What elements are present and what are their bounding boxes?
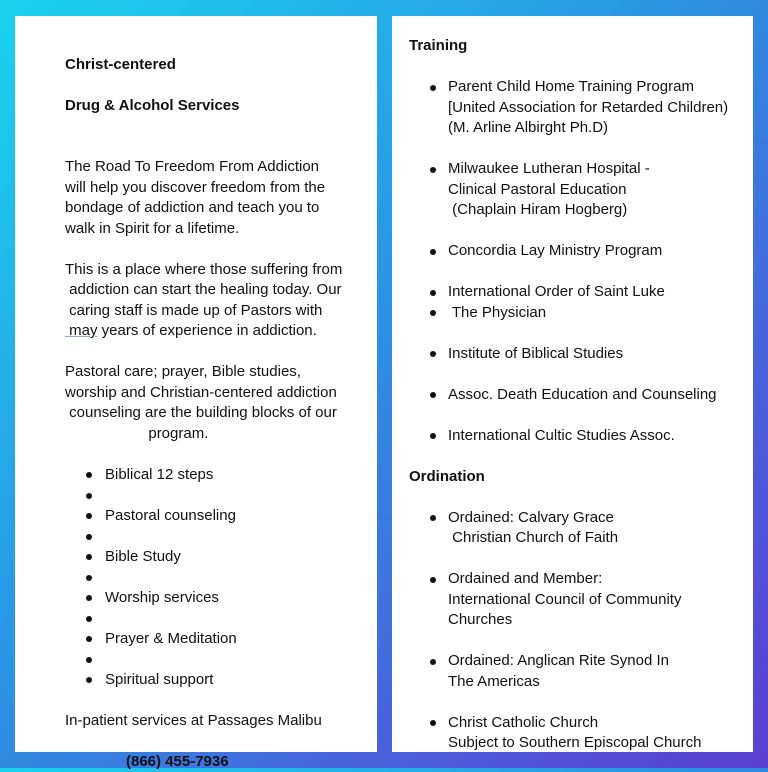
training-item-text: Parent Child Home Training Program [United Association for Retarded Children) (M. Arline Albirght Ph.D) bbox=[448, 78, 728, 136]
service-item bbox=[65, 670, 377, 691]
ordination-item bbox=[409, 508, 753, 549]
training-item-text: Milwaukee Lutheran Hospital - Clinical Pastoral Education (Chaplain Hiram Hogberg) bbox=[448, 160, 650, 218]
ordination-item bbox=[409, 651, 753, 692]
service-item-text: Prayer & Meditation bbox=[105, 630, 237, 647]
training-item-text: Assoc. Death Education and Counseling bbox=[448, 386, 717, 403]
bullet-dot-icon bbox=[86, 472, 92, 478]
training-group bbox=[409, 77, 753, 139]
services-panel bbox=[15, 16, 377, 752]
bullet-dot-icon bbox=[86, 677, 92, 683]
services-list bbox=[65, 465, 377, 691]
service-item bbox=[65, 485, 377, 506]
bullet-dot-icon bbox=[86, 534, 92, 540]
ordination-group bbox=[409, 569, 753, 631]
training-item bbox=[409, 282, 753, 303]
ordination-item-text: Ordained: Calvary Grace Christian Church of Faith bbox=[448, 509, 618, 547]
ordination-group bbox=[409, 508, 753, 549]
ordination-group bbox=[409, 651, 753, 692]
training-item bbox=[409, 241, 753, 262]
healing-line-4 bbox=[65, 321, 377, 342]
bullet-dot-icon bbox=[430, 310, 436, 316]
ordination-item bbox=[409, 569, 753, 631]
training-group bbox=[409, 282, 753, 323]
bullet-dot-icon bbox=[430, 351, 436, 357]
training-group bbox=[409, 385, 753, 406]
ordination-list bbox=[409, 508, 753, 754]
training-item bbox=[409, 385, 753, 406]
ordination-item-text: Christ Catholic Church Subject to Southern Episcopal Church bbox=[448, 714, 701, 752]
service-item bbox=[65, 547, 377, 568]
service-item bbox=[65, 649, 377, 670]
service-item bbox=[65, 526, 377, 547]
ordination-item-text: Ordained and Member: International Council of Community Churches bbox=[448, 570, 681, 628]
bullet-dot-icon bbox=[86, 657, 92, 663]
bullet-dot-icon bbox=[86, 513, 92, 519]
service-item-text: Bible Study bbox=[105, 548, 181, 565]
phone-number: (866) 455-7936 bbox=[65, 752, 377, 772]
training-list bbox=[409, 77, 753, 446]
service-item bbox=[65, 588, 377, 609]
training-group bbox=[409, 241, 753, 262]
training-item bbox=[409, 344, 753, 365]
bullet-dot-icon bbox=[430, 577, 436, 583]
bullet-dot-icon bbox=[86, 575, 92, 581]
ordination-group bbox=[409, 713, 753, 754]
bullet-dot-icon bbox=[430, 392, 436, 398]
training-group bbox=[409, 159, 753, 221]
training-group bbox=[409, 344, 753, 365]
ordination-item-text: Ordained: Anglican Rite Synod In The Americas bbox=[448, 652, 669, 690]
service-item-text: Worship services bbox=[105, 589, 219, 606]
bullet-dot-icon bbox=[86, 636, 92, 642]
service-item-text: Biblical 12 steps bbox=[105, 466, 213, 483]
bullet-dot-icon bbox=[430, 433, 436, 439]
training-item bbox=[409, 159, 753, 221]
training-item-text: Concordia Lay Ministry Program bbox=[448, 242, 662, 259]
care-paragraph: Pastoral care; prayer, Bible studies, worship and Christian-centered addiction counseling are the building blocks of our program. bbox=[65, 362, 377, 444]
bullet-dot-icon bbox=[86, 595, 92, 601]
title-line-1: Christ-centered bbox=[65, 55, 377, 76]
healing-line-3: caring staff is made up of Pastors with bbox=[65, 301, 377, 322]
bullet-dot-icon bbox=[86, 554, 92, 560]
bullet-dot-icon bbox=[430, 515, 436, 521]
service-item-text: Spiritual support bbox=[105, 671, 213, 688]
credentials-panel bbox=[392, 16, 753, 752]
training-item-text: The Physician bbox=[448, 304, 546, 321]
bullet-dot-icon bbox=[430, 167, 436, 173]
healing-paragraph bbox=[65, 260, 377, 342]
inpatient-text: In-patient services at Passages Malibu bbox=[65, 711, 377, 732]
bullet-dot-icon bbox=[430, 85, 436, 91]
service-item bbox=[65, 506, 377, 527]
service-item bbox=[65, 567, 377, 588]
service-item-text: Pastoral counseling bbox=[105, 507, 236, 524]
training-item-text: International Order of Saint Luke bbox=[448, 283, 665, 300]
bullet-dot-icon bbox=[430, 720, 436, 726]
service-item bbox=[65, 608, 377, 629]
training-item bbox=[409, 77, 753, 139]
training-item-text: Institute of Biblical Studies bbox=[448, 345, 623, 362]
training-item-text: International Cultic Studies Assoc. bbox=[448, 427, 675, 444]
training-group bbox=[409, 426, 753, 447]
service-item bbox=[65, 629, 377, 650]
bullet-dot-icon bbox=[430, 249, 436, 255]
healing-line-4-rest: years of experience in addiction. bbox=[98, 322, 317, 339]
service-item bbox=[65, 465, 377, 486]
ordination-item bbox=[409, 713, 753, 754]
bullet-dot-icon bbox=[430, 290, 436, 296]
bullet-dot-icon bbox=[86, 616, 92, 622]
intro-paragraph: The Road To Freedom From Addiction will help you discover freedom from the bondage of addiction and teach you to walk in Spirit for a lifetime. bbox=[65, 157, 377, 239]
title-line-2: Drug & Alcohol Services bbox=[65, 96, 377, 117]
training-item bbox=[409, 426, 753, 447]
ordination-heading: Ordination bbox=[409, 467, 753, 488]
healing-line-4-misspelled-word: may bbox=[65, 322, 98, 339]
services-title bbox=[65, 34, 377, 137]
training-item bbox=[409, 303, 753, 324]
bullet-dot-icon bbox=[86, 493, 92, 499]
bullet-dot-icon bbox=[430, 659, 436, 665]
healing-line-2: addiction can start the healing today. Our bbox=[65, 280, 377, 301]
healing-line-1: This is a place where those suffering from bbox=[65, 260, 377, 281]
training-heading: Training bbox=[409, 36, 753, 57]
